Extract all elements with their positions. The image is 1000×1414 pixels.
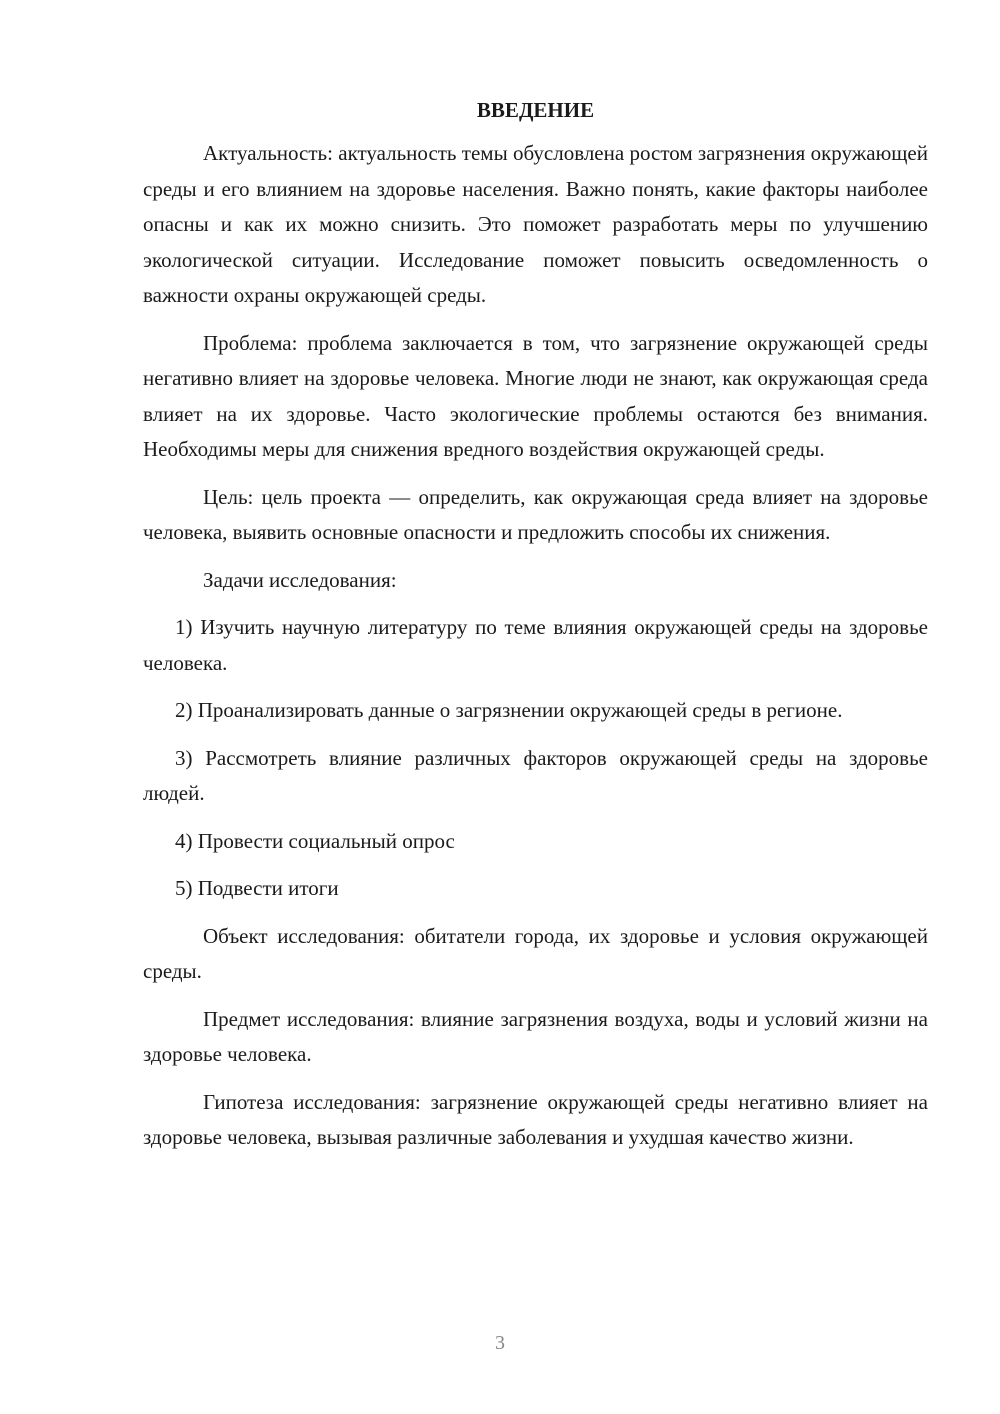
hypothesis-paragraph: Гипотеза исследования: загрязнение окружающей среды негативно влияет на здоровье человека, вызывая различные заболевания и ухудшая качество жизни.	[143, 1089, 928, 1149]
document-page	[143, 92, 928, 1168]
section-heading: ВВЕДЕНИЕ	[476, 98, 595, 122]
task-item-1: 1) Изучить научную литературу по теме влияния окружающей среды на здоровье человека.	[143, 615, 928, 675]
object-paragraph: Объект исследования: обитатели города, их здоровье и условия окружающей среды.	[143, 923, 928, 983]
task-item-2: 2) Проанализировать данные о загрязнении окружающей среды в регионе.	[175, 698, 843, 722]
task-item-5: 5) Подвести итоги	[175, 876, 339, 900]
subject-paragraph: Предмет исследования: влияние загрязнения воздуха, воды и условий жизни на здоровье человека.	[143, 1006, 928, 1066]
page-number: 3	[495, 1332, 505, 1354]
tasks-title: Задачи исследования:	[203, 567, 397, 592]
task-item-3: 3) Рассмотреть влияние различных факторов окружающей среды на здоровье людей.	[143, 745, 928, 805]
goal-paragraph: Цель: цель проекта — определить, как окружающая среда влияет на здоровье человека, выявить основные опасности и предложить способы их снижения.	[143, 484, 928, 544]
problem-paragraph: Проблема: проблема заключается в том, что загрязнение окружающей среды негативно влияет на здоровье человека. Многие люди не знают, как окружающая среда влияет на их здоровье. Часто экологические проблемы остаются без внимания. Необходимы меры для снижения вредного воздействия окружающей среды.	[143, 330, 928, 461]
relevance-paragraph: Актуальность: актуальность темы обусловлена ростом загрязнения окружающей среды и его влиянием на здоровье населения. Важно понять, какие факторы наиболее опасны и как их можно снизить. Это поможет разработать меры по улучшению экологической ситуации. Исследование поможет повысить осведомленность о важности охраны окружающей среды.	[143, 141, 928, 307]
task-item-4: 4) Провести социальный опрос	[175, 828, 455, 853]
